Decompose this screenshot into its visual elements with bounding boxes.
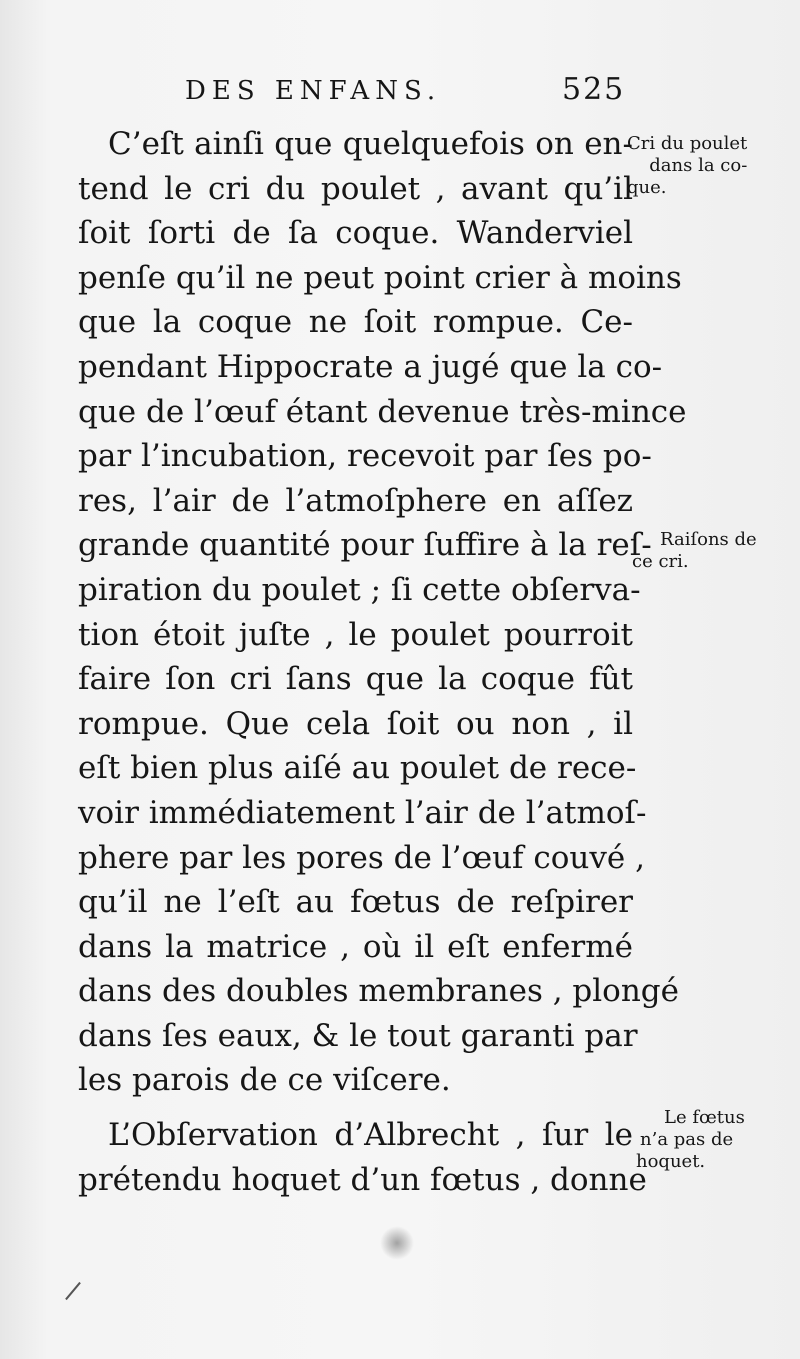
text-line: tend le cri du poulet , avant qu’il (78, 170, 633, 207)
margin-note-raisons (632, 529, 757, 573)
text-line: les parois de ce viſcere. (78, 1062, 451, 1099)
margin-note-line: n’a pas de (640, 1129, 734, 1150)
text-line: piration du poulet ; ſi cette obſerva- (78, 571, 641, 608)
ink-scratch (65, 1282, 81, 1300)
text-line: C’eſt ainſi que quelquefois on en- (108, 126, 633, 162)
margin-note-cri-du-poulet (627, 133, 747, 199)
margin-note-foetus-hoquet (636, 1107, 745, 1173)
margin-note-line: Le fœtus (664, 1107, 745, 1128)
text-line: grande quantité pour ſuffire à la reſ- (78, 527, 652, 564)
text-line: ſoit ſorti de ſa coque. Wanderviel (78, 215, 633, 252)
margin-note-line: ce cri. (632, 551, 689, 572)
margin-note-line: que. (627, 177, 667, 198)
ink-blot (380, 1226, 414, 1260)
text-line: tion étoit juſte , le poulet pourroit (78, 616, 633, 653)
text-line: dans ſes eaux, & le tout garanti par (78, 1017, 638, 1054)
text-line: pendant Hippocrate a jugé que la co- (78, 348, 663, 385)
text-line: que de l’œuf étant devenue très-mince (78, 393, 687, 430)
text-line: penſe qu’il ne peut point crier à moins (78, 259, 682, 296)
page-number: 525 (562, 72, 626, 107)
margin-note-line: Cri du poulet (627, 133, 748, 154)
text-line: prétendu hoquet d’un fœtus , donne (78, 1161, 647, 1198)
text-line: par l’incubation, recevoit par ſes po- (78, 438, 652, 475)
text-line: phere par les pores de l’œuf couvé , (78, 839, 645, 876)
text-line: que la coque ne ſoit rompue. Ce- (78, 304, 633, 341)
margin-note-line: hoquet. (636, 1151, 706, 1172)
text-line: dans la matrice , où il eſt enfermé (78, 928, 633, 965)
text-line: eſt bien plus aiſé au poulet de rece- (78, 750, 637, 787)
text-line: voir immédiatement l’air de l’atmoſ- (78, 794, 647, 831)
text-line: res, l’air de l’atmoſphere en aſſez (78, 482, 633, 519)
text-line: faire ſon cri ſans que la coque fût (78, 661, 633, 698)
text-line: rompue. Que cela ſoit ou non , il (78, 705, 633, 742)
margin-note-line: Raiſons de (660, 529, 757, 550)
running-title: DES ENFANS. (185, 76, 442, 106)
margin-note-line: dans la co- (649, 155, 748, 176)
text-line: dans des doubles membranes , plongé (78, 973, 679, 1010)
text-line: qu’il ne l’eſt au fœtus de reſpirer (78, 884, 633, 921)
text-line: L’Obſervation d’Albrecht , ſur le (108, 1117, 633, 1154)
